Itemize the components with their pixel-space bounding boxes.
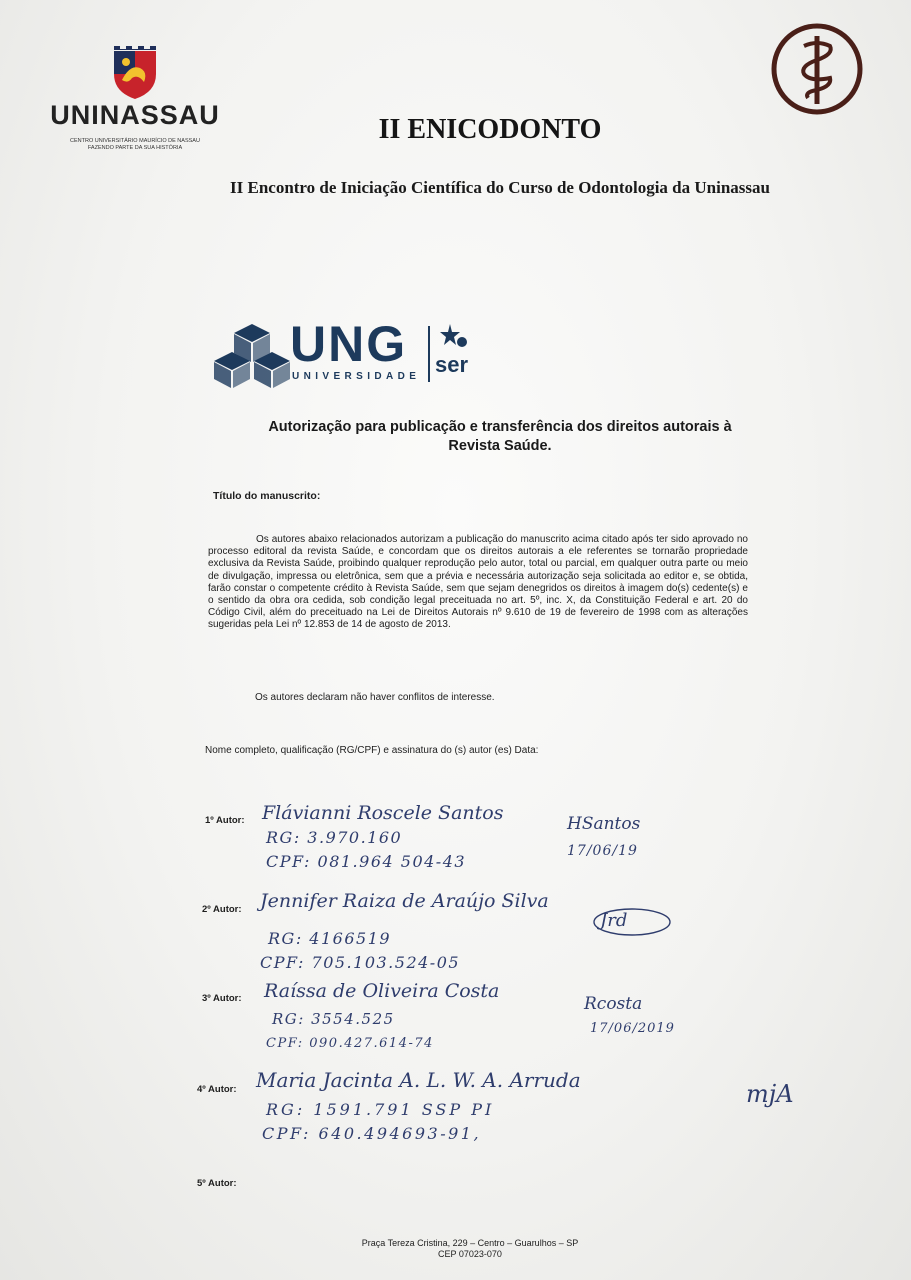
ser-star-icon	[436, 322, 470, 354]
author-3-name: Raíssa de Oliveira Costa	[264, 980, 500, 1002]
ung-cubes-logo-icon	[212, 322, 292, 390]
author-4-label: 4º Autor:	[197, 1084, 237, 1095]
ung-wordmark: UNG	[290, 316, 408, 372]
uninassau-name: UNINASSAU	[50, 100, 220, 130]
author-4-cpf: CPF: 640.494693-91,	[262, 1124, 482, 1143]
document-title: Autorização para publicação e transferência dos direitos autorais à Revista Saúde.	[268, 419, 732, 454]
author-fields-instruction: Nome completo, qualificação (RG/CPF) e assinatura do (s) autor (es) Data:	[205, 745, 539, 756]
caduceus-emblem-icon	[770, 22, 864, 116]
event-title: II ENICODONTO	[378, 114, 602, 145]
author-2-signature-flourish-icon	[590, 902, 674, 942]
author-3-label: 3º Autor:	[202, 993, 242, 1004]
ser-wordmark: ser	[435, 352, 469, 377]
author-4-signature: mjA	[746, 1080, 794, 1108]
author-3-date: 17/06/2019	[590, 1021, 675, 1036]
conflict-statement: Os autores declaram não haver conflitos de interesse.	[255, 692, 495, 703]
author-2-cpf: CPF: 705.103.524-05	[260, 953, 461, 972]
ung-divider	[428, 326, 430, 382]
uninassau-crest-icon	[110, 44, 160, 100]
event-subtitle: II Encontro de Iniciação Científica do Curso de Odontologia da Uninassau	[230, 178, 770, 197]
manuscript-title-label: Título do manuscrito:	[213, 490, 321, 502]
authorization-paragraph: Os autores abaixo relacionados autorizam a publicação do manuscrito acima citado após ter sido aprovado no processo editoral da revista Saúde, e concordam que os direitos autorais a ele referentes se tornarão propriedade exclusiva da Revista Saúde, proibindo qualquer reprodução pelo autor, total ou parcial, em qualquer outra parte ou meio de divulgação, impressa ou eletrônica, sem que a prévia e necessária autorização seja solicitada ao editor e, se obtida, farão constar o competente crédito à Revista Saúde, sem que sejam denegridos os direitos à imagem do(s) cedente(s) e o sentido da obra ora cedida, sob condição legal preceituada no art. 5º, inc. X, da Constituição Federal e art. 20 do Código Civil, além do preceituado na Lei de Direitos Autorais nº 9.610 de 19 de fevereiro de 1998 com as alterações sugeridas pela Lei nº 12.853 de 14 de agosto de 2013.	[208, 534, 748, 631]
author-2-label: 2º Autor:	[202, 904, 242, 915]
footer-address: Praça Tereza Cristina, 229 – Centro – Guarulhos – SP CEP 07023-070	[361, 1238, 579, 1259]
author-2-signature: Jrd	[600, 910, 628, 931]
author-3-cpf: CPF: 090.427.614-74	[266, 1036, 434, 1051]
author-1-name: Flávianni Roscele Santos	[262, 802, 504, 824]
ung-universidade-label: UNIVERSIDADE	[292, 371, 421, 382]
author-3-rg: RG: 3554.525	[272, 1010, 395, 1028]
author-2-name: Jennifer Raiza de Araújo Silva	[260, 890, 549, 912]
author-1-label: 1º Autor:	[205, 815, 245, 826]
author-1-cpf: CPF: 081.964 504-43	[266, 852, 467, 871]
author-5-label: 5º Autor:	[197, 1178, 237, 1189]
author-2-rg: RG: 4166519	[268, 929, 392, 948]
author-3-signature: Rcosta	[584, 994, 643, 1014]
author-1-rg: RG: 3.970.160	[266, 828, 403, 847]
author-4-name: Maria Jacinta A. L. W. A. Arruda	[256, 1068, 581, 1092]
author-1-date: 17/06/19	[567, 843, 638, 859]
author-4-rg: RG: 1591.791 SSP PI	[266, 1100, 495, 1119]
author-1-signature: HSantos	[567, 814, 641, 834]
uninassau-tagline: CENTRO UNIVERSITÁRIO MAURÍCIO DE NASSAU FAZENDO PARTE DA SUA HISTÓRIA	[70, 138, 200, 151]
